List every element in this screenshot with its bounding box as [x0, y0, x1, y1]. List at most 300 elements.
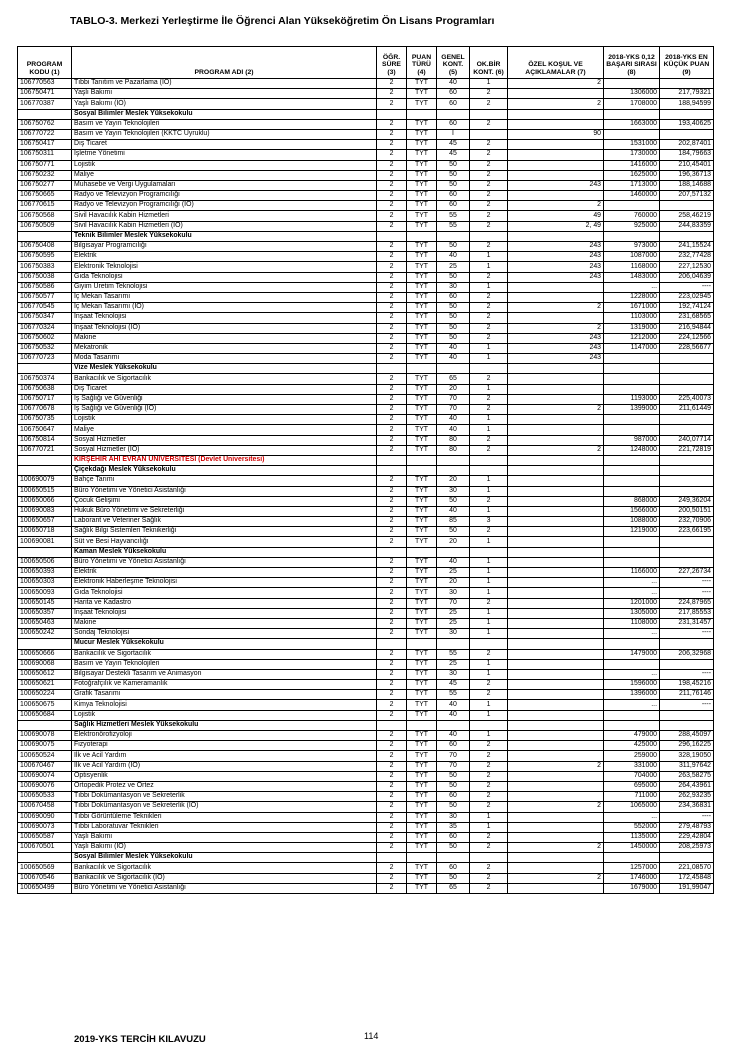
programs-table — [17, 46, 714, 894]
program-code: 106770545 — [18, 303, 72, 313]
empty-cell — [604, 547, 660, 557]
score-type: TYT — [407, 191, 437, 201]
program-name: İç Mekan Tasarımı — [72, 292, 377, 302]
conditions — [508, 415, 604, 425]
table-body — [18, 79, 714, 894]
program-name: Sosyal Hizmetler (İÖ) — [72, 445, 377, 455]
program-name: Bilgisayar Programcılığı — [72, 242, 377, 252]
general-quota: 60 — [437, 832, 470, 842]
conditions: 243 — [508, 252, 604, 262]
program-code: 106770324 — [18, 323, 72, 333]
score-type: TYT — [407, 822, 437, 832]
min-score: 217,85553 — [660, 608, 714, 618]
program-name: İnşaat Teknolojisi (İÖ) — [72, 323, 377, 333]
success-rank: 987000 — [604, 435, 660, 445]
score-type: TYT — [407, 272, 437, 282]
score-type: TYT — [407, 496, 437, 506]
program-code: 100690073 — [18, 822, 72, 832]
table-row — [18, 568, 714, 578]
empty-cell — [660, 109, 714, 119]
duration: 2 — [377, 598, 407, 608]
min-score: 206,32968 — [660, 649, 714, 659]
program-name: Büro Yönetimi ve Yönetici Asistanlığı — [72, 486, 377, 496]
program-name: Elektrik — [72, 252, 377, 262]
general-quota: 80 — [437, 435, 470, 445]
score-type: TYT — [407, 405, 437, 415]
program-code: 106750735 — [18, 415, 72, 425]
duration: 2 — [377, 690, 407, 700]
empty-cell — [18, 639, 72, 649]
university-title: KIRŞEHİR AHİ EVRAN ÜNİVERSİTESİ (Devlet Üniversitesi) — [72, 455, 377, 465]
duration: 2 — [377, 333, 407, 343]
table-row — [18, 89, 714, 99]
min-score: 311,97642 — [660, 761, 714, 771]
table-row — [18, 608, 714, 618]
success-rank: 1108000 — [604, 618, 660, 628]
top-quota: 2 — [470, 180, 508, 190]
general-quota: 70 — [437, 394, 470, 404]
conditions — [508, 140, 604, 150]
conditions — [508, 863, 604, 873]
top-quota: 2 — [470, 170, 508, 180]
program-code: 106770563 — [18, 79, 72, 89]
program-name: Bankacılık ve Sigortacılık — [72, 374, 377, 384]
conditions — [508, 425, 604, 435]
min-score: 224,12566 — [660, 333, 714, 343]
program-name: Tıbbi Dokümantasyon ve Sekreterlik (İÖ) — [72, 802, 377, 812]
general-quota: 60 — [437, 201, 470, 211]
table-row — [18, 445, 714, 455]
duration: 2 — [377, 843, 407, 853]
success-rank: ... — [604, 578, 660, 588]
conditions — [508, 588, 604, 598]
table-row — [18, 812, 714, 822]
general-quota: 50 — [437, 843, 470, 853]
duration: 2 — [377, 79, 407, 89]
empty-cell — [407, 639, 437, 649]
top-quota: 2 — [470, 140, 508, 150]
program-name: Süt ve Besi Hayvancılığı — [72, 537, 377, 547]
duration: 2 — [377, 680, 407, 690]
min-score: 258,46219 — [660, 211, 714, 221]
program-code: 100650506 — [18, 557, 72, 567]
table-row — [18, 221, 714, 231]
empty-cell — [18, 364, 72, 374]
score-type: TYT — [407, 140, 437, 150]
section-title: Vize Meslek Yüksekokulu — [72, 364, 377, 374]
general-quota: 50 — [437, 170, 470, 180]
duration: 2 — [377, 506, 407, 516]
score-type: TYT — [407, 751, 437, 761]
conditions — [508, 506, 604, 516]
score-type: TYT — [407, 843, 437, 853]
top-quota: 1 — [470, 425, 508, 435]
duration: 2 — [377, 201, 407, 211]
general-quota: 30 — [437, 812, 470, 822]
conditions — [508, 119, 604, 129]
min-score: 223,66195 — [660, 527, 714, 537]
top-quota: 1 — [470, 384, 508, 394]
table-row — [18, 323, 714, 333]
general-quota: 55 — [437, 221, 470, 231]
min-score: 188,94599 — [660, 99, 714, 109]
top-quota: 1 — [470, 629, 508, 639]
success-rank: 331000 — [604, 761, 660, 771]
table-row — [18, 527, 714, 537]
conditions — [508, 608, 604, 618]
duration: 2 — [377, 883, 407, 893]
duration: 2 — [377, 537, 407, 547]
top-quota: 1 — [470, 79, 508, 89]
duration: 2 — [377, 751, 407, 761]
duration: 2 — [377, 445, 407, 455]
table-row — [18, 669, 714, 679]
empty-cell — [660, 853, 714, 863]
empty-cell — [437, 231, 470, 241]
general-quota: I — [437, 129, 470, 139]
table-row — [18, 792, 714, 802]
program-code: 100650569 — [18, 863, 72, 873]
header-min-score: 2018-YKS EN KÜÇÜK PUAN (9) — [660, 47, 714, 79]
min-score — [660, 476, 714, 486]
general-quota: 60 — [437, 292, 470, 302]
duration: 2 — [377, 405, 407, 415]
program-name: Tıbbi Laboratuvar Teknikleri — [72, 822, 377, 832]
duration: 2 — [377, 476, 407, 486]
duration: 2 — [377, 802, 407, 812]
table-row — [18, 129, 714, 139]
table-row — [18, 282, 714, 292]
empty-cell — [660, 466, 714, 476]
duration: 2 — [377, 649, 407, 659]
program-code: 106770678 — [18, 405, 72, 415]
table-row — [18, 313, 714, 323]
program-code: 106770722 — [18, 129, 72, 139]
conditions: 2 — [508, 79, 604, 89]
score-type: TYT — [407, 282, 437, 292]
success-rank: 1531000 — [604, 140, 660, 150]
general-quota: 50 — [437, 873, 470, 883]
min-score: 263,58275 — [660, 771, 714, 781]
general-quota: 30 — [437, 629, 470, 639]
table-row — [18, 517, 714, 527]
program-code: 106750665 — [18, 191, 72, 201]
success-rank: 1746000 — [604, 873, 660, 883]
general-quota: 20 — [437, 476, 470, 486]
score-type: TYT — [407, 781, 437, 791]
conditions — [508, 476, 604, 486]
success-rank — [604, 710, 660, 720]
top-quota: 1 — [470, 618, 508, 628]
program-name: Gıda Teknolojisi — [72, 588, 377, 598]
top-quota: 1 — [470, 537, 508, 547]
program-code: 100690079 — [18, 476, 72, 486]
conditions: 2 — [508, 201, 604, 211]
program-name: Sondaj Teknolojisi — [72, 629, 377, 639]
program-code: 106750577 — [18, 292, 72, 302]
top-quota: 1 — [470, 557, 508, 567]
empty-cell — [407, 720, 437, 730]
top-quota: 1 — [470, 415, 508, 425]
conditions — [508, 690, 604, 700]
duration: 2 — [377, 568, 407, 578]
conditions — [508, 160, 604, 170]
conditions — [508, 292, 604, 302]
conditions: 2 — [508, 405, 604, 415]
duration: 2 — [377, 191, 407, 201]
top-quota: 2 — [470, 496, 508, 506]
program-name: Lojistik — [72, 160, 377, 170]
conditions — [508, 771, 604, 781]
score-type: TYT — [407, 771, 437, 781]
min-score — [660, 537, 714, 547]
min-score: 191,99047 — [660, 883, 714, 893]
top-quota: 1 — [470, 588, 508, 598]
score-type: TYT — [407, 384, 437, 394]
general-quota: 50 — [437, 496, 470, 506]
min-score: 184,79663 — [660, 150, 714, 160]
empty-cell — [18, 455, 72, 465]
general-quota: 40 — [437, 710, 470, 720]
empty-cell — [604, 853, 660, 863]
empty-cell — [377, 231, 407, 241]
program-code: 106750647 — [18, 425, 72, 435]
program-name: Bankacılık ve Sigortacılık (İÖ) — [72, 873, 377, 883]
program-code: 106750408 — [18, 242, 72, 252]
program-code: 106750374 — [18, 374, 72, 384]
general-quota: 20 — [437, 578, 470, 588]
top-quota: 2 — [470, 792, 508, 802]
program-code: 100690090 — [18, 812, 72, 822]
program-code: 106770387 — [18, 99, 72, 109]
empty-cell — [508, 639, 604, 649]
empty-cell — [407, 231, 437, 241]
conditions — [508, 537, 604, 547]
duration: 2 — [377, 242, 407, 252]
success-rank: 1193000 — [604, 394, 660, 404]
empty-cell — [604, 466, 660, 476]
success-rank: 1248000 — [604, 445, 660, 455]
table-row — [18, 191, 714, 201]
top-quota: 2 — [470, 221, 508, 231]
duration: 2 — [377, 517, 407, 527]
general-quota: 50 — [437, 242, 470, 252]
success-rank: 1596000 — [604, 680, 660, 690]
empty-cell — [470, 639, 508, 649]
score-type: TYT — [407, 802, 437, 812]
score-type: TYT — [407, 201, 437, 211]
score-type: TYT — [407, 812, 437, 822]
general-quota: 40 — [437, 354, 470, 364]
table-row — [18, 771, 714, 781]
score-type: TYT — [407, 79, 437, 89]
min-score — [660, 354, 714, 364]
empty-cell — [18, 547, 72, 557]
success-rank — [604, 476, 660, 486]
top-quota: 1 — [470, 812, 508, 822]
top-quota: 2 — [470, 445, 508, 455]
section-title: Sosyal Bilimler Meslek Yüksekokulu — [72, 109, 377, 119]
table-row — [18, 659, 714, 669]
program-code: 100670501 — [18, 843, 72, 853]
conditions — [508, 170, 604, 180]
program-name: Laborant ve Veteriner Sağlık — [72, 517, 377, 527]
table-row — [18, 822, 714, 832]
table-row — [18, 741, 714, 751]
general-quota: 20 — [437, 384, 470, 394]
min-score: 188,14688 — [660, 180, 714, 190]
table-row — [18, 537, 714, 547]
min-score: 241,15524 — [660, 242, 714, 252]
success-rank: 1319000 — [604, 323, 660, 333]
min-score: 216,94844 — [660, 323, 714, 333]
program-code: 106770615 — [18, 201, 72, 211]
conditions: 2 — [508, 843, 604, 853]
program-name: Kimya Teknolojisi — [72, 700, 377, 710]
header-name: PROGRAM ADI (2) — [72, 47, 377, 79]
program-name: Yaşlı Bakımı (İÖ) — [72, 99, 377, 109]
top-quota: 2 — [470, 781, 508, 791]
conditions: 90 — [508, 129, 604, 139]
success-rank: 1450000 — [604, 843, 660, 853]
program-code: 100690074 — [18, 771, 72, 781]
score-type: TYT — [407, 700, 437, 710]
general-quota: 50 — [437, 333, 470, 343]
program-code: 106750038 — [18, 272, 72, 282]
min-score: 202,87401 — [660, 140, 714, 150]
top-quota: 2 — [470, 751, 508, 761]
empty-cell — [377, 720, 407, 730]
success-rank: 1416000 — [604, 160, 660, 170]
table-row — [18, 405, 714, 415]
min-score: 224,87965 — [660, 598, 714, 608]
duration: 2 — [377, 343, 407, 353]
conditions — [508, 374, 604, 384]
table-row — [18, 242, 714, 252]
general-quota: 25 — [437, 659, 470, 669]
success-rank: 1663000 — [604, 119, 660, 129]
conditions: 2, 49 — [508, 221, 604, 231]
program-code: 100690068 — [18, 659, 72, 669]
min-score: 198,45216 — [660, 680, 714, 690]
score-type: TYT — [407, 690, 437, 700]
duration: 2 — [377, 812, 407, 822]
program-name: Fotoğrafçılık ve Kameramanlık — [72, 680, 377, 690]
duration: 2 — [377, 761, 407, 771]
program-code: 100650357 — [18, 608, 72, 618]
empty-cell — [604, 109, 660, 119]
score-type: TYT — [407, 262, 437, 272]
score-type: TYT — [407, 170, 437, 180]
empty-cell — [437, 639, 470, 649]
table-row — [18, 578, 714, 588]
top-quota: 2 — [470, 191, 508, 201]
duration: 2 — [377, 119, 407, 129]
success-rank: 1625000 — [604, 170, 660, 180]
table-row — [18, 618, 714, 628]
program-name: Ortopedik Protez ve Ortez — [72, 781, 377, 791]
program-name: Elektrik — [72, 568, 377, 578]
general-quota: 60 — [437, 792, 470, 802]
top-quota: 2 — [470, 99, 508, 109]
top-quota: 2 — [470, 863, 508, 873]
general-quota: 45 — [437, 150, 470, 160]
score-type: TYT — [407, 129, 437, 139]
min-score — [660, 79, 714, 89]
general-quota: 40 — [437, 700, 470, 710]
table-row — [18, 374, 714, 384]
empty-cell — [437, 364, 470, 374]
empty-cell — [604, 364, 660, 374]
top-quota: 2 — [470, 761, 508, 771]
min-score: 264,43961 — [660, 781, 714, 791]
score-type: TYT — [407, 557, 437, 567]
min-score: 221,08570 — [660, 863, 714, 873]
empty-cell — [470, 547, 508, 557]
duration: 2 — [377, 354, 407, 364]
empty-cell — [470, 364, 508, 374]
top-quota: 2 — [470, 201, 508, 211]
general-quota: 25 — [437, 608, 470, 618]
section-title: Çiçekdağı Meslek Yüksekokulu — [72, 466, 377, 476]
program-name: Gıda Teknolojisi — [72, 272, 377, 282]
program-name: Optisyenlik — [72, 771, 377, 781]
conditions — [508, 191, 604, 201]
program-name: İş Sağlığı ve Güvenliği — [72, 394, 377, 404]
program-code: 100650224 — [18, 690, 72, 700]
program-code: 106750532 — [18, 343, 72, 353]
conditions — [508, 486, 604, 496]
section-row — [18, 466, 714, 476]
top-quota: 2 — [470, 802, 508, 812]
min-score — [660, 425, 714, 435]
top-quota: 3 — [470, 517, 508, 527]
program-code: 100650303 — [18, 578, 72, 588]
conditions — [508, 710, 604, 720]
duration: 2 — [377, 629, 407, 639]
section-title: Sosyal Bilimler Meslek Yüksekokulu — [72, 853, 377, 863]
conditions — [508, 812, 604, 822]
program-name: Makine — [72, 333, 377, 343]
duration: 2 — [377, 425, 407, 435]
success-rank — [604, 425, 660, 435]
min-score: 232,77428 — [660, 252, 714, 262]
score-type: TYT — [407, 537, 437, 547]
table-row — [18, 649, 714, 659]
min-score — [660, 557, 714, 567]
success-rank — [604, 374, 660, 384]
program-code: 100670458 — [18, 802, 72, 812]
table-row — [18, 99, 714, 109]
duration: 2 — [377, 99, 407, 109]
duration: 2 — [377, 608, 407, 618]
program-name: Maliye — [72, 425, 377, 435]
empty-cell — [18, 109, 72, 119]
top-quota: 1 — [470, 710, 508, 720]
top-quota: 1 — [470, 578, 508, 588]
min-score: 227,12530 — [660, 262, 714, 272]
score-type: TYT — [407, 710, 437, 720]
conditions — [508, 751, 604, 761]
empty-cell — [377, 853, 407, 863]
duration: 2 — [377, 618, 407, 628]
score-type: TYT — [407, 629, 437, 639]
table-header — [18, 47, 714, 79]
program-name: İş Sağlığı ve Güvenliği (İÖ) — [72, 405, 377, 415]
top-quota — [470, 129, 508, 139]
program-name: İlk ve Acil Yardım — [72, 751, 377, 761]
page-number: 114 — [364, 1031, 379, 1041]
